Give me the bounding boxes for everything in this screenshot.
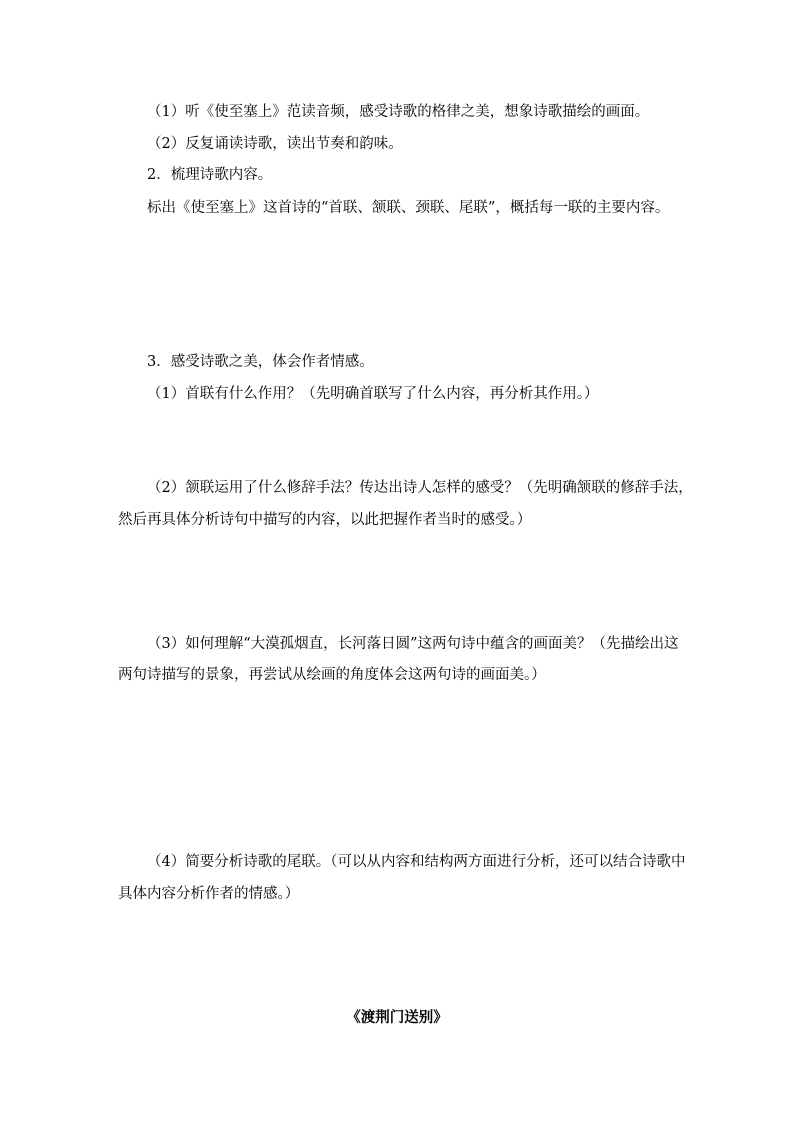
question-3-line-2: 两句诗描写的景象，再尝试从绘画的角度体会这两句诗的画面美。） — [118, 667, 546, 683]
section-heading-2: 2．梳理诗歌内容。 — [147, 167, 273, 183]
task-item-2: （2）反复诵读诗歌，读出节奏和韵味。 — [147, 136, 403, 152]
question-2-line-1: （2）颔联运用了什么修辞手法？传达出诗人怎样的感受？（先明确颔联的修辞手法， — [147, 480, 693, 496]
poem-title: 《渡荆门送别》 — [346, 1009, 448, 1026]
question-4-line-2: 具体内容分析作者的情感。） — [118, 886, 300, 902]
section-2-instruction: 标出《使至塞上》这首诗的“首联、颔联、颈联、尾联”，概括每一联的主要内容。 — [147, 200, 670, 216]
question-1: （1）首联有什么作用？（先明确首联写了什么内容，再分析其作用。） — [147, 386, 599, 402]
task-item-1: （1）听《使至塞上》范读音频，感受诗歌的格律之美，想象诗歌描绘的画面。 — [147, 104, 650, 120]
question-3-line-1: （3）如何理解“大漠孤烟直，长河落日圆”这两句诗中蕴含的画面美？（先描绘出这 — [147, 636, 679, 652]
section-heading-3: 3．感受诗歌之美，体会作者情感。 — [147, 354, 374, 370]
question-4-line-1: （4）简要分析诗歌的尾联。（可以从内容和结构两方面进行分析，还可以结合诗歌中 — [147, 854, 686, 870]
question-2-line-2: 然后再具体分析诗句中描写的内容，以此把握作者当时的感受。） — [118, 512, 532, 528]
